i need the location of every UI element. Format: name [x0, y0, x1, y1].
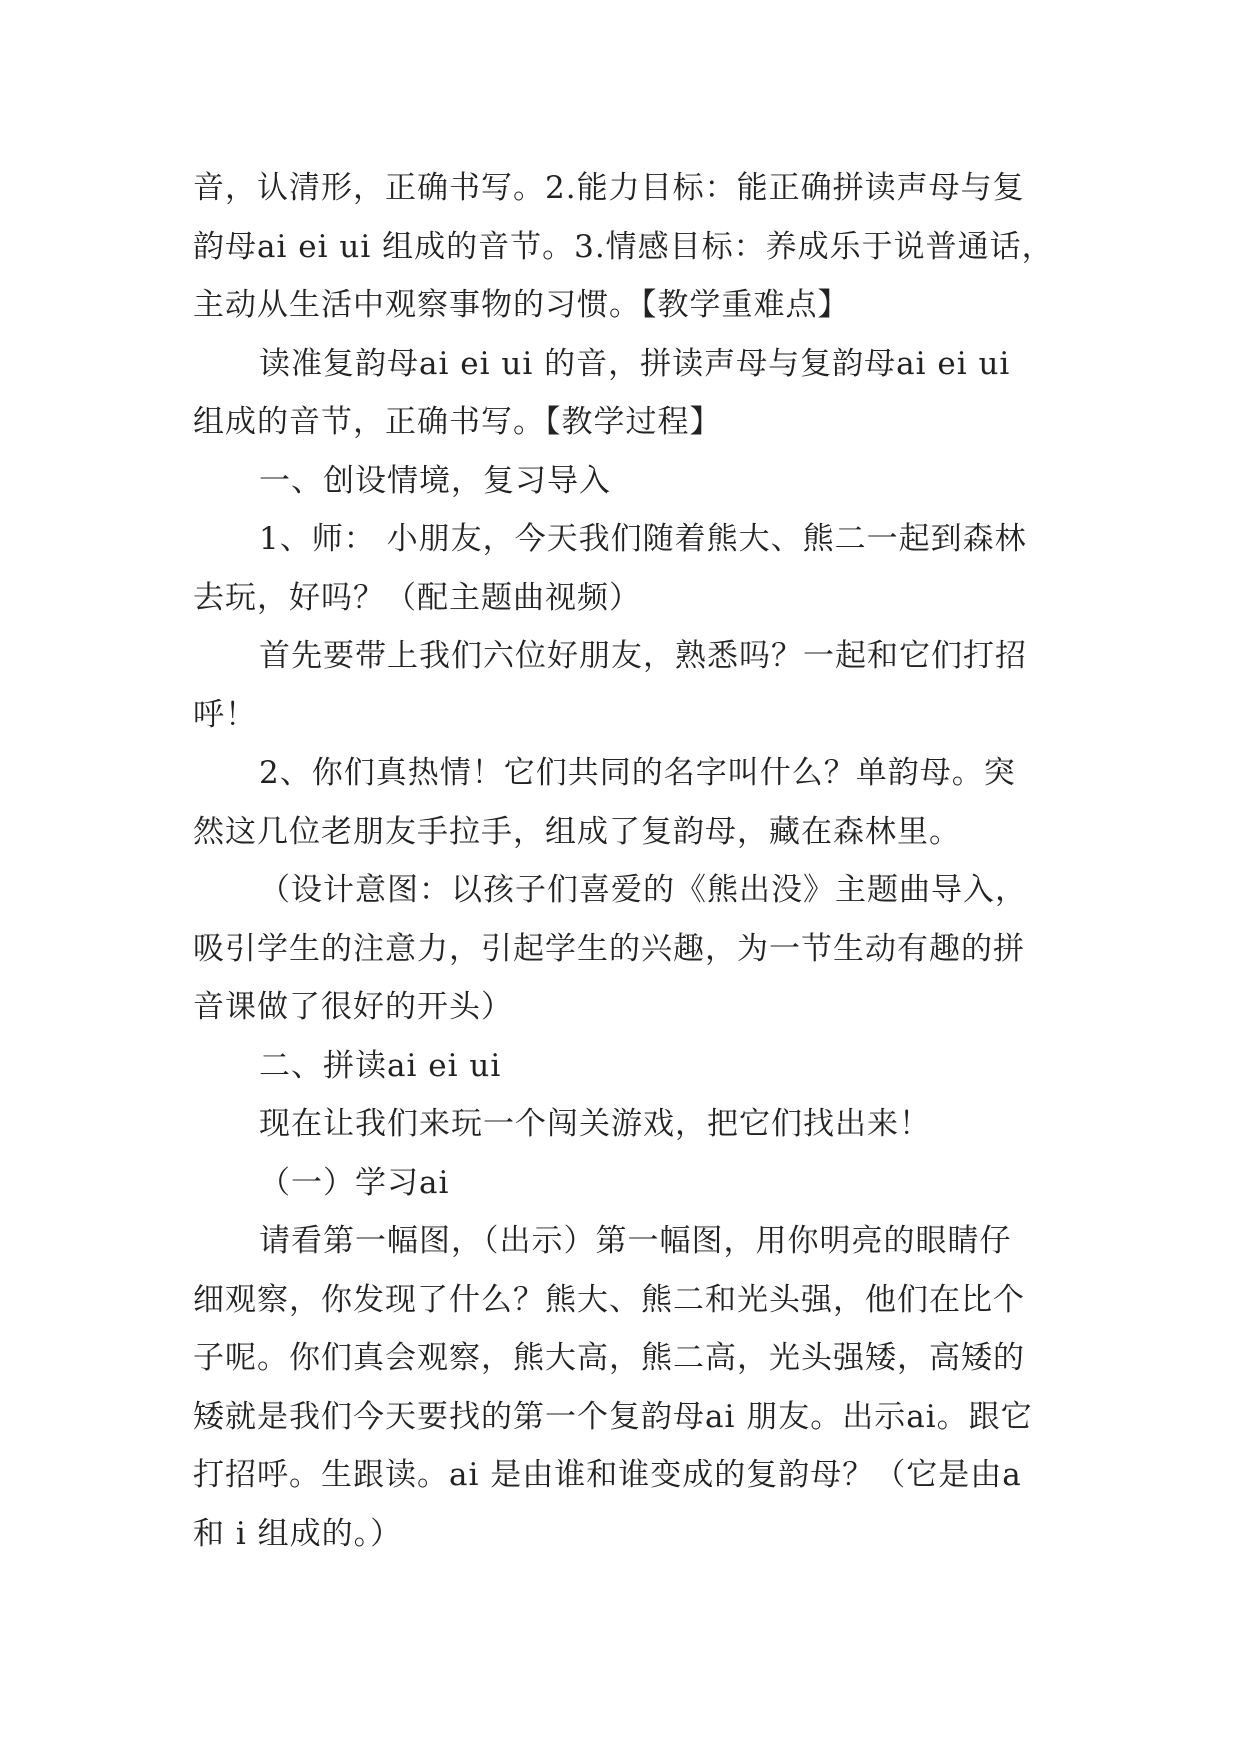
subsection-heading: （一）学习ai	[259, 1165, 450, 1201]
text-line: 韵母ai ei ui 组成的音节。3.情感目标：养成乐于说普通话，	[193, 229, 1054, 265]
text-line: 打招呼。生跟读。ai 是由谁和谁变成的复韵母？（它是由a	[193, 1457, 1022, 1493]
section-heading: 二、拼读ai ei ui	[259, 1048, 502, 1084]
section-heading: 一、创设情境，复习导入	[259, 463, 611, 499]
text-line: 子呢。你们真会观察，熊大高，熊二高，光头强矮，高矮的	[193, 1340, 1025, 1376]
text-line: 首先要带上我们六位好朋友，熟悉吗？一起和它们打招	[259, 638, 1027, 674]
text-line: 然这几位老朋友手拉手，组成了复韵母，藏在森林里。	[193, 814, 961, 850]
text-line: 和 i 组成的。）	[193, 1516, 403, 1552]
design-note-line: （设计意图：以孩子们喜爱的《熊出没》主题曲导入，	[259, 872, 1027, 908]
text-line: 读准复韵母ai ei ui 的音，拼读声母与复韵母ai ei ui	[259, 346, 1011, 382]
design-note-line: 音课做了很好的开头）	[193, 989, 513, 1025]
text-line: 细观察，你发现了什么？熊大、熊二和光头强，他们在比个	[193, 1282, 1025, 1318]
text-line: 1、师： 小朋友，今天我们随着熊大、熊二一起到森林	[259, 521, 1027, 557]
text-line: 现在让我们来玩一个闯关游戏，把它们找出来！	[259, 1106, 931, 1142]
text-line: 矮就是我们今天要找的第一个复韵母ai 朋友。出示ai。跟它	[193, 1399, 1033, 1435]
text-line: 音，认清形，正确书写。2.能力目标：能正确拼读声母与复	[193, 170, 1025, 206]
text-line: 去玩，好吗？（配主题曲视频）	[193, 580, 641, 616]
text-line: 主动从生活中观察事物的习惯。【教学重难点】	[193, 287, 850, 323]
text-line: 组成的音节，正确书写。【教学过程】	[193, 404, 722, 440]
text-line: 请看第一幅图，（出示）第一幅图，用你明亮的眼睛仔	[259, 1223, 1012, 1259]
design-note-line: 吸引学生的注意力，引起学生的兴趣，为一节生动有趣的拼	[193, 931, 1025, 967]
text-line: 2、你们真热情！它们共同的名字叫什么？单韵母。突	[259, 755, 1016, 791]
text-line: 呼！	[193, 697, 257, 733]
